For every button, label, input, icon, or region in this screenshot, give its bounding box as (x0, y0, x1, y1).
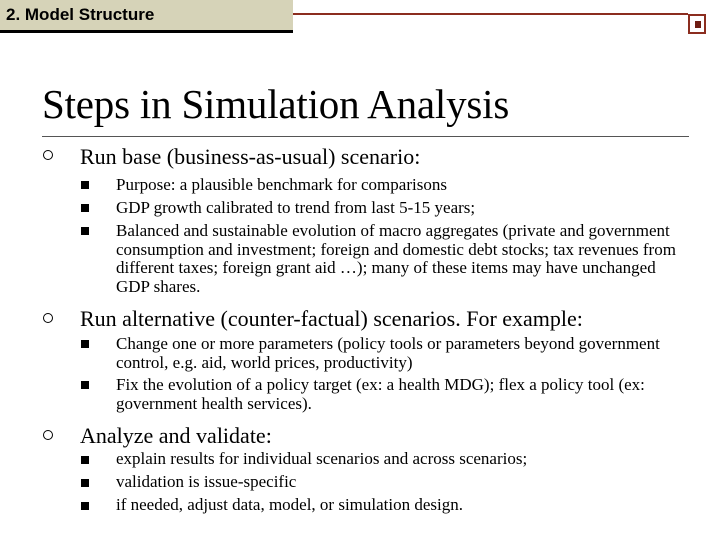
square-bullet-icon (81, 381, 89, 389)
sub-bullet-item: Change one or more parameters (policy tools or parameters beyond government control, e.g. aid, world prices, productivity) (116, 334, 660, 372)
square-bullet-icon (81, 227, 89, 235)
corner-square-icon (688, 14, 706, 34)
square-bullet-icon (81, 340, 89, 348)
square-bullet-icon (81, 181, 89, 189)
section-label: 2. Model Structure (6, 5, 155, 24)
slide-title: Steps in Simulation Analysis (42, 81, 510, 127)
square-bullet-icon (81, 502, 89, 510)
sub-bullet-item: GDP growth calibrated to trend from last 5-15 years; (116, 198, 476, 217)
square-bullet-icon (81, 204, 89, 212)
hollow-circle-bullet-icon (43, 150, 53, 160)
bullet-item: Run base (business-as-usual) scenario: (80, 144, 421, 169)
sub-bullet-item: if needed, adjust data, model, or simulation design. (116, 495, 464, 514)
sub-bullet-item: Fix the evolution of a policy target (ex: a health MDG); flex a policy tool (ex: government health services). (116, 375, 645, 413)
square-bullet-icon (81, 456, 89, 464)
hollow-circle-bullet-icon (43, 430, 53, 440)
bullet-item: Analyze and validate: (80, 423, 272, 448)
title-divider (42, 136, 689, 137)
square-bullet-icon (81, 479, 89, 487)
header-rule (293, 13, 688, 15)
sub-bullet-item: Balanced and sustainable evolution of macro aggregates (private and government consumption and investment; foreign and domestic debt stocks; tax revenues from different taxes; foreign grant aid …); many of these items may have unchanged GDP shares. (116, 221, 676, 296)
header-bar (0, 0, 720, 33)
bullet-item: Run alternative (counter-factual) scenarios. For example: (80, 306, 583, 331)
sub-bullet-item: validation is issue-specific (116, 472, 297, 491)
hollow-circle-bullet-icon (43, 313, 53, 323)
section-tab (0, 0, 293, 33)
sub-bullet-item: explain results for individual scenarios and across scenarios; (116, 449, 528, 468)
sub-bullet-item: Purpose: a plausible benchmark for comparisons (116, 175, 447, 194)
